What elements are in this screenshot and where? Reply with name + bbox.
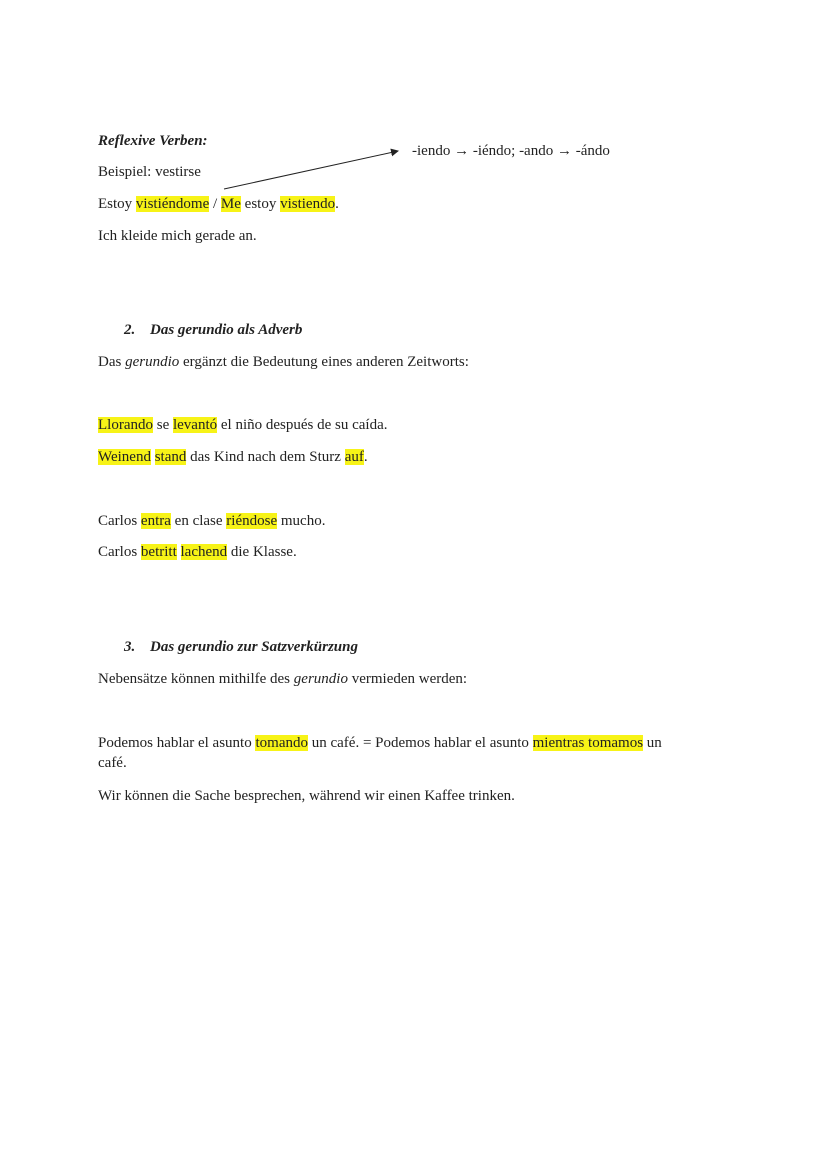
section-number: 2.: [124, 322, 136, 338]
text-segment: Carlos: [98, 513, 141, 529]
text-segment: das Kind nach dem Sturz: [186, 449, 345, 465]
text-segment: .: [363, 449, 368, 465]
text-segment: ergänzt die Bedeutung eines anderen Zeitworts:: [179, 354, 469, 370]
reflexive-sentence: [98, 194, 339, 214]
adverb-example-1-es: [98, 415, 388, 435]
adverb-example-2-de: [98, 542, 297, 562]
shortening-intro: [98, 669, 467, 689]
highlighted-word: Llorando: [98, 417, 153, 433]
highlighted-word: betritt: [140, 544, 177, 560]
adverb-example-1-de: [98, 447, 368, 467]
text-segment: [177, 544, 181, 560]
reflexive-title: Reflexive Verben:: [98, 133, 208, 149]
italic-term: gerundio: [125, 354, 180, 370]
arrow-icon: →: [454, 143, 470, 159]
ending-note: [412, 141, 610, 161]
text-segment: .: [335, 196, 339, 212]
highlighted-word: Weinend: [98, 449, 151, 465]
example-label: Beispiel: vestirse: [98, 164, 201, 180]
text-segment: mucho.: [277, 513, 326, 529]
text-segment: vermieden werden:: [347, 671, 468, 687]
shortening-heading: [124, 637, 358, 657]
text-segment: die Klasse.: [227, 544, 297, 560]
highlighted-word: levantó: [172, 417, 218, 433]
text-segment: el niño después de su caída.: [217, 417, 388, 433]
highlighted-word: mientras tomamos: [532, 735, 644, 751]
arrow-icon: →: [556, 143, 572, 159]
highlighted-word: vistiendo: [280, 196, 336, 212]
shortening-example-es: [98, 733, 662, 753]
italic-term: gerundio: [293, 671, 348, 687]
highlighted-word: riéndose: [226, 513, 278, 529]
section-title: Das gerundio zur Satzverkürzung: [150, 639, 358, 655]
note-c: -ándo: [575, 143, 610, 159]
highlighted-word: tomando: [255, 735, 308, 751]
highlighted-word: entra: [140, 513, 171, 529]
text-segment: en clase: [170, 513, 227, 529]
text-segment: Nebensätze können mithilfe des: [98, 671, 294, 687]
text-segment: estoy: [240, 196, 281, 212]
text-segment: Estoy: [98, 196, 136, 212]
text-segment: Das: [98, 354, 126, 370]
highlighted-word: vistiéndome: [135, 196, 210, 212]
highlighted-word: auf: [344, 449, 364, 465]
adverb-intro: [98, 352, 469, 372]
highlighted-word: Me: [220, 196, 241, 212]
text-segment: un: [643, 735, 662, 751]
text-segment: Carlos: [98, 544, 141, 560]
note-a: -iendo: [412, 143, 451, 159]
text-segment: Podemos hablar el asunto: [98, 735, 256, 751]
adverb-heading: [124, 320, 302, 340]
note-b: -iéndo; -ando: [472, 143, 554, 159]
highlighted-word: stand: [154, 449, 187, 465]
highlighted-word: lachend: [180, 544, 228, 560]
adverb-example-2-es: [98, 511, 325, 531]
text-segment: /: [209, 196, 221, 212]
section-number: 3.: [124, 639, 136, 655]
text-segment: se: [152, 417, 173, 433]
shortening-example-de: Wir können die Sache besprechen, während wir einen Kaffee trinken.: [98, 788, 515, 804]
text-segment: un café. = Podemos hablar el asunto: [307, 735, 533, 751]
shortening-example-es-cont: café.: [98, 755, 127, 771]
section-title: Das gerundio als Adverb: [150, 322, 303, 338]
reflexive-translation: Ich kleide mich gerade an.: [98, 228, 257, 244]
